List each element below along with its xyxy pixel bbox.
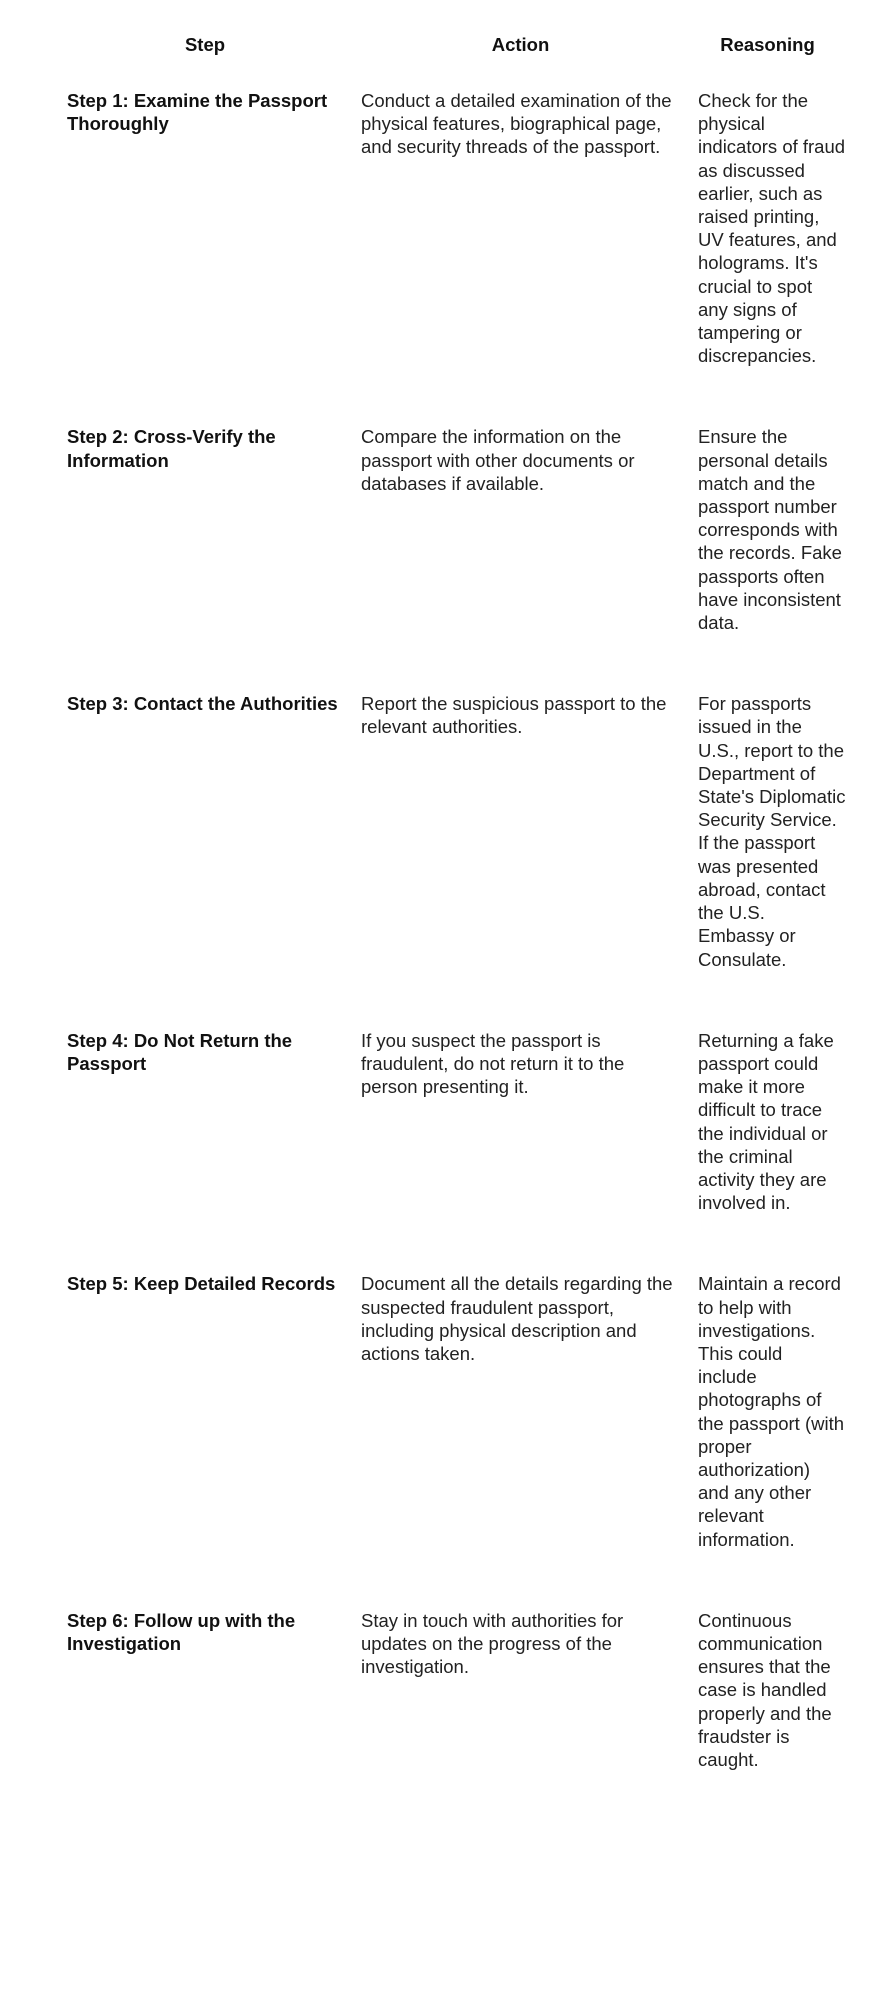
header-action: Action: [491, 34, 550, 55]
action-cell: Compare the information on the passport with other documents or databases if available.: [361, 426, 635, 494]
reasoning-cell: For passports issued in the U.S., report to the Department of State's Diplomatic Security Service. If the passport was presented abroad, contact the U.S. Embassy or Consulate.: [698, 693, 846, 970]
header-step: Step: [184, 34, 226, 55]
step-cell: Step 3: Contact the Authorities: [67, 693, 338, 715]
header-row: [58, 18, 846, 89]
reasoning-cell: Check for the physical indicators of fraud as discussed earlier, such as raised printing, UV features, and holograms. It's crucial to spot any signs of tampering or discrepancies.: [698, 90, 846, 367]
reasoning-cell: Maintain a record to help with investigations. This could include photographs of the passport (with proper authorization) and any other relevant information.: [698, 1273, 845, 1550]
reasoning-cell: Returning a fake passport could make it more difficult to trace the individual or the criminal activity they are involved in.: [698, 1029, 834, 1214]
table-row: [58, 1272, 846, 1608]
action-cell: Stay in touch with authorities for updates on the progress of the investigation.: [361, 1609, 624, 1678]
action-cell: If you suspect the passport is fraudulent, do not return it to the person presenting it.: [361, 1029, 625, 1098]
reasoning-cell: Ensure the personal details match and the passport number corresponds with the records. Fake passports often have inconsistent data.: [698, 426, 842, 634]
table-row: [58, 1029, 846, 1273]
step-cell: Step 4: Do Not Return the Passport: [67, 1029, 293, 1074]
table-row: [58, 89, 846, 425]
reasoning-cell: Continuous communication ensures that the case is handled properly and the fraudster is caught.: [698, 1609, 832, 1770]
table-header: [58, 18, 846, 89]
table-row: [58, 425, 846, 692]
steps-table: [58, 18, 846, 1829]
action-cell: Report the suspicious passport to the relevant authorities.: [361, 693, 667, 738]
header-reasoning: Reasoning: [720, 34, 815, 55]
step-cell: Step 6: Follow up with the Investigation: [67, 1609, 296, 1654]
table-row: [58, 692, 846, 1028]
step-cell: Step 1: Examine the Passport Thoroughly: [67, 90, 328, 135]
table-body: [58, 89, 846, 1829]
step-cell: Step 2: Cross-Verify the Information: [67, 426, 276, 471]
action-cell: Conduct a detailed examination of the physical features, biographical page, and security threads of the passport.: [361, 90, 672, 158]
step-cell: Step 5: Keep Detailed Records: [67, 1273, 336, 1295]
action-cell: Document all the details regarding the suspected fraudulent passport, including physical description and actions taken.: [361, 1273, 673, 1364]
table-row: [58, 1609, 846, 1829]
